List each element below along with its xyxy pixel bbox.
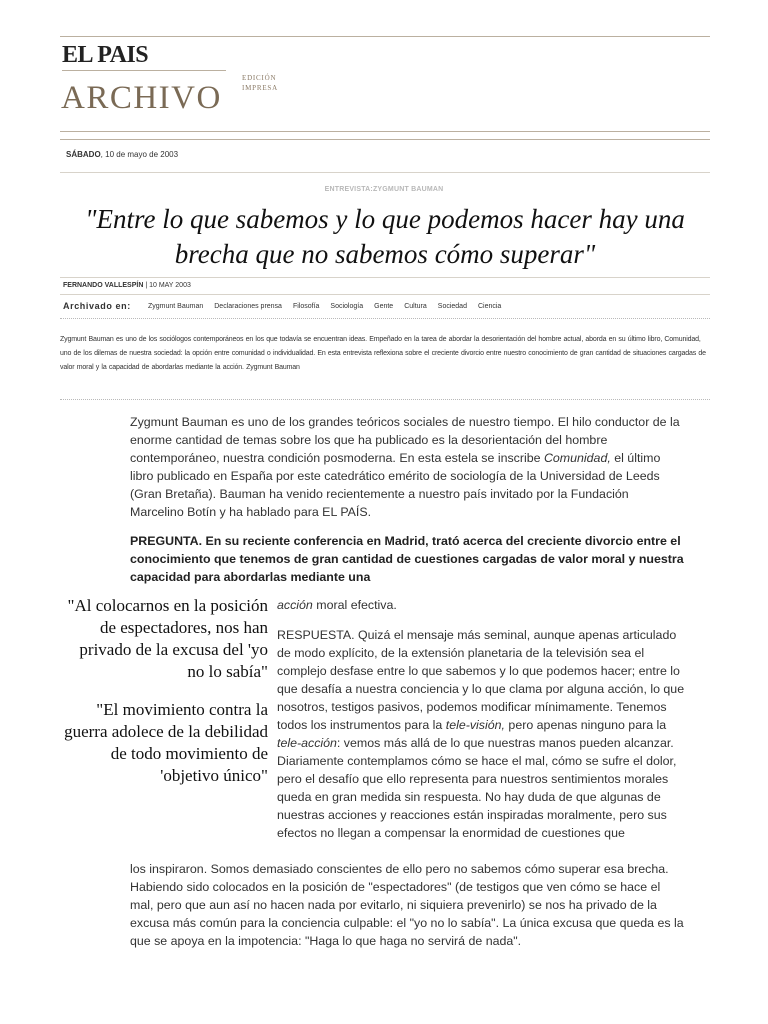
tag-item[interactable]: Ciencia	[477, 303, 502, 310]
question-paragraph: PREGUNTA. En su reciente conferencia en Madrid, trató acerca del creciente divorcio entre el conocimiento que tenemos de gran cantidad de cuestiones cargadas de valor moral y nuestra capacidad para abordarlas mediante una	[130, 534, 684, 584]
tag-item[interactable]: Sociedad	[437, 303, 467, 310]
article-summary: Zygmunt Bauman es uno de los sociólogos contemporáneos en los que todavía se encuentran ideas. Empeñado en la tarea de abordar la desorientación del hombre actual, aborda en su último libro, Comunidad, uno de los dilemas de nuestra sociedad: la opción entre comunidad o individualidad. En esta entrevista reflexiona sobre el creciente divorcio entre nuestro conocimiento de gran cantidad de situaciones cargadas de valor moral y la capacidad de abordarlas mediante la acción. Zygmunt Bauman	[60, 336, 706, 371]
tag-item[interactable]: Gente	[374, 303, 394, 310]
edition-date: SÁBADO, 10 de mayo de 2003	[66, 150, 179, 159]
byline-bottom-rule	[60, 294, 710, 295]
tag-item[interactable]: Declaraciones prensa	[214, 303, 282, 310]
edicion-impresa-label: EDICIÓN IMPRESA	[242, 74, 278, 92]
byline-separator: |	[145, 282, 150, 289]
section-label[interactable]: ENTREVISTA:ZYGMUNT BAUMAN	[324, 186, 444, 193]
archivo-title[interactable]: ARCHIVO	[61, 80, 222, 116]
pull-quotes	[60, 595, 268, 803]
summary-dotted-rule	[60, 399, 710, 400]
tag-item[interactable]: Cultura	[404, 303, 427, 310]
logo-divider	[62, 70, 226, 71]
masthead-rule-2	[60, 139, 710, 140]
pull-quote: "Al colocarnos en la posición de espectadores, nos han privado de la excusa del 'yo no lo sabía"	[67, 596, 268, 681]
masthead-rule-1	[60, 131, 710, 132]
answer-column	[277, 596, 687, 854]
tag-item[interactable]: Zygmunt Bauman	[148, 303, 204, 310]
byline	[63, 282, 191, 289]
book-title: Comunidad,	[543, 451, 611, 465]
el-pais-logo[interactable]: EL PAIS	[62, 42, 149, 68]
top-rule	[60, 36, 710, 37]
publish-date: 10 MAY 2003	[149, 282, 191, 289]
tag-list	[148, 303, 501, 310]
answer-paragraph: RESPUESTA. Quizá el mensaje más seminal, aunque apenas articulado de modo explícito, de la extensión planetaria de la televisión sea el complejo desfase entre lo que sabemos y lo que podemos hacer; entre lo que desafía a nuestra conciencia y lo que clama por alguna acción, lo que nosotros, testigos pasivos, podemos modificar mínimamente. Tenemos todos los instrumentos para la tele-visión, pero apenas ninguno para la tele-acción: vemos más allá de lo que nuestras manos pueden alcanzar. Diariamente contemplamos cómo se hace el mal, cómo se sufre el dolor, pero el desafío que ello representa para nuestros sentimientos morales queda en gran medida sin respuesta. No hay duda de que algunas de nuestras acciones y reacciones están inspiradas moralmente, pero sus efectos no llegan a compensar la enormidad de cuestiones que	[277, 628, 685, 840]
tags-dotted-rule	[60, 318, 710, 319]
pull-quote: "El movimiento contra la guerra adolece de la debilidad de todo movimiento de 'objetivo único"	[64, 700, 268, 785]
intro-paragraph: Zygmunt Bauman es uno de los grandes teóricos sociales de nuestro tiempo. El hilo conductor de la enorme cantidad de temas sobre los que ha publicado es la desorientación del hombre contemporáneo, nuestra condición posmoderna. En esta estela se inscribe Comunidad, el último libro publicado en España por este catedrático emérito de sociología de la Universidad de Leeds (Gran Bretaña). Bauman ha venido recientemente a nuestro país invitado por la Fundación Marcelino Botín y ha hablado para EL PAÍS.	[130, 415, 680, 519]
tag-item[interactable]: Sociología	[330, 303, 364, 310]
byline-top-rule	[60, 277, 710, 278]
date-rule	[60, 172, 710, 173]
author-name[interactable]: FERNANDO VALLESPÍN	[63, 282, 144, 289]
archivado-label: Archivado en:	[63, 301, 131, 311]
question-end: acción moral efectiva.	[277, 598, 397, 612]
article-headline: "Entre lo que sabemos y lo que podemos hacer hay una brecha que no sabemos cómo superar"	[85, 204, 685, 269]
tag-item[interactable]: Filosofía	[292, 303, 320, 310]
answer-continuation: los inspiraron. Somos demasiado conscientes de ello pero no sabemos cómo superar esa brecha. Habiendo sido colocados en la posición de "espectadores" (de testigos que ven cómo se hace el mal, pero que aun así no hacen nada por evitarlo, ni siquiera prevenirlo) se nos ha privado de la excusa más común para la conciencia culpable: el "yo no lo sabía". La única excusa que queda es la que se apoya en la impotencia: "Haga lo que haga no servirá de nada".	[130, 862, 684, 948]
